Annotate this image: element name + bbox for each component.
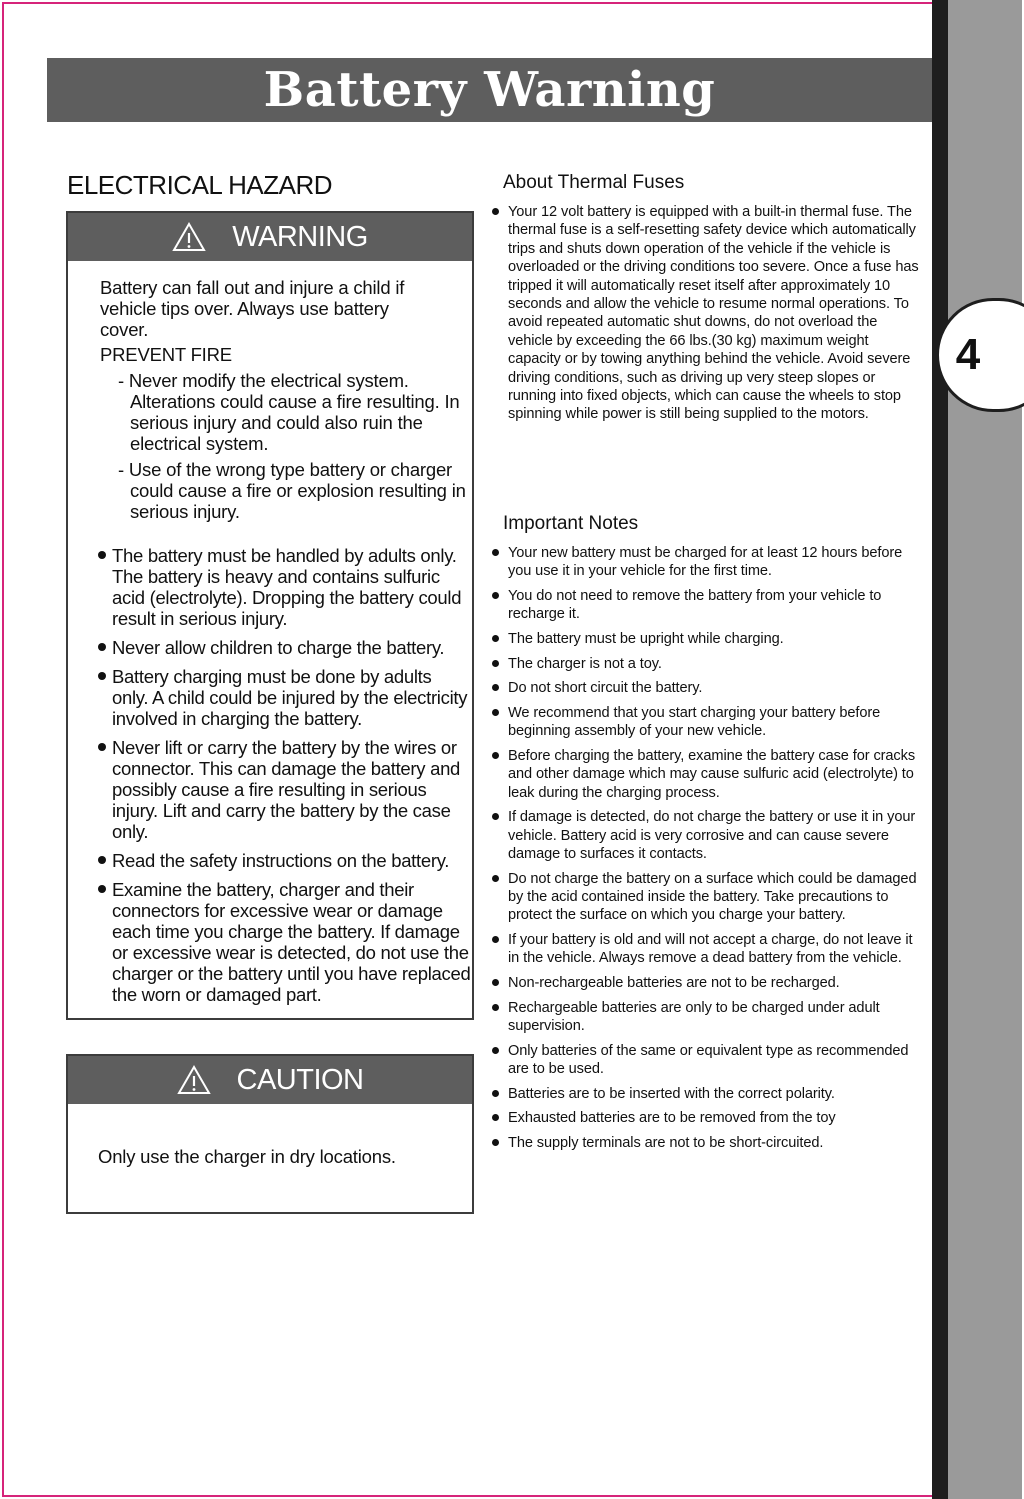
warning-triangle-icon bbox=[177, 1065, 211, 1095]
side-strip-gray bbox=[948, 0, 1022, 1499]
warning-intro-text: Battery can fall out and injure a child if vehicle tips over. Always use battery cover. bbox=[100, 277, 405, 340]
thermal-fuses-heading: About Thermal Fuses bbox=[503, 172, 685, 193]
warning-triangle-icon bbox=[172, 222, 206, 252]
warning-bullet: Battery charging must be done by adults only. A child could be injured by the electricity involved in charging the battery. bbox=[96, 666, 472, 729]
note-item: Before charging the battery, examine the battery case for cracks and other damage which may cause sulfuric acid (electrolyte) to leak during the charging process. bbox=[490, 747, 920, 802]
note-item: If damage is detected, do not charge the battery or use it in your vehicle. Battery acid is very corrosive and can cause severe damage to surfaces it contacts. bbox=[490, 808, 920, 863]
warning-bullet: Never lift or carry the battery by the wires or connector. This can damage the battery and possibly cause a fire resulting in serious injury. Lift and carry the battery by the case only. bbox=[96, 737, 472, 842]
warning-bullet: Examine the battery, charger and their connectors for excessive wear or damage each time you charge the battery. If damage or excessive wear is detected, do not use the charger or the battery until you have replaced the worn or damaged part. bbox=[96, 879, 472, 1005]
warning-bullet: Read the safety instructions on the battery. bbox=[96, 850, 472, 871]
note-item: Only batteries of the same or equivalent type as recommended are to be used. bbox=[490, 1042, 920, 1079]
page-title: Battery Warning bbox=[263, 62, 716, 118]
note-item: You do not need to remove the battery from your vehicle to recharge it. bbox=[490, 587, 920, 624]
prevent-fire-item: - Never modify the electrical system. Alterations could cause a fire resulting. In serious injury and could also ruin the electrical system. bbox=[118, 370, 460, 454]
warning-header bbox=[68, 213, 472, 261]
note-item: Exhausted batteries are to be removed from the toy bbox=[490, 1109, 920, 1127]
page-number: 4 bbox=[955, 330, 981, 379]
note-item: We recommend that you start charging your battery before beginning assembly of your new vehicle. bbox=[490, 704, 920, 741]
thermal-fuses-section bbox=[490, 203, 920, 424]
prevent-fire-label: PREVENT FIRE bbox=[100, 344, 232, 365]
side-strip-dark bbox=[932, 0, 948, 1499]
note-item: Rechargeable batteries are only to be charged under adult supervision. bbox=[490, 999, 920, 1036]
warning-bullet: The battery must be handled by adults only. The battery is heavy and contains sulfuric acid (electrolyte). Dropping the battery could result in serious injury. bbox=[96, 545, 472, 629]
important-notes-heading: Important Notes bbox=[503, 513, 639, 534]
note-item: Non-rechargeable batteries are not to be recharged. bbox=[490, 974, 920, 992]
note-item: The battery must be upright while charging. bbox=[490, 630, 920, 648]
caution-header bbox=[68, 1056, 472, 1104]
note-item: Do not charge the battery on a surface which could be damaged by the acid contained inside the battery. Take precautions to protect the surface on which you charge your battery. bbox=[490, 870, 920, 925]
important-notes-list bbox=[490, 544, 920, 1158]
caution-label: CAUTION bbox=[236, 1063, 364, 1096]
warning-box bbox=[66, 211, 474, 1020]
note-item: The charger is not a toy. bbox=[490, 655, 920, 673]
note-item: Batteries are to be inserted with the correct polarity. bbox=[490, 1085, 920, 1103]
note-item: The supply terminals are not to be short-circuited. bbox=[490, 1134, 920, 1152]
note-item: If your battery is old and will not accept a charge, do not leave it in the vehicle. Always remove a dead battery from the vehicle. bbox=[490, 931, 920, 968]
warning-bullet-list bbox=[96, 545, 472, 1013]
warning-label: WARNING bbox=[232, 220, 368, 253]
caution-box bbox=[66, 1054, 474, 1214]
warning-bullet: Never allow children to charge the battery. bbox=[96, 637, 472, 658]
prevent-fire-item: - Use of the wrong type battery or charger could cause a fire or explosion resulting in serious injury. bbox=[118, 459, 466, 522]
note-item: Your new battery must be charged for at least 12 hours before you use it in your vehicle for the first time. bbox=[490, 544, 920, 581]
electrical-hazard-heading: ELECTRICAL HAZARD bbox=[67, 170, 333, 200]
thermal-fuses-text: Your 12 volt battery is equipped with a built-in thermal fuse. The thermal fuse is a self-resetting safety device which automatically trips and shuts down operation of the vehicle if the vehicle is overloaded or the driving conditions too severe. Once a fuse has tripped it will automatically reset itself after approximately 10 seconds and allow the vehicle to resume normal operations. To avoid repeated automatic shut downs, do not overload the vehicle by exceeding the 66 lbs.(30 kg) maximum weight capacity or by towing anything behind the vehicle. Avoid severe driving conditions, such as driving up very steep slopes or running into fixed objects, which can cause the wheels to stop spinning while power is still being supplied to the motors. bbox=[490, 203, 920, 424]
note-item: Do not short circuit the battery. bbox=[490, 679, 920, 697]
caution-text: Only use the charger in dry locations. bbox=[98, 1146, 396, 1167]
